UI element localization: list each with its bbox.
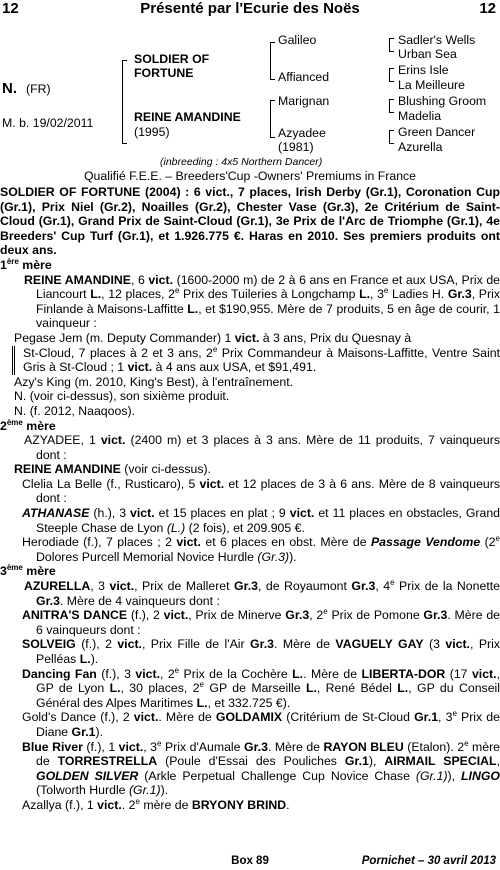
qualification: Qualifié F.E.E. – Breeders'Cup -Owners' Premiums in France [83,169,417,183]
sire-name: SOLDIER OF FORTUNE [134,52,210,80]
dam-dam: Azyadee [278,126,326,140]
first-dam-entry: REINE AMANDINE, 6 vict. (1600-2000 m) de 2 à 6 ans en France et aux USA, Prix de Liancourt L., 12 places, 2e Prix des Tuileries à Longchamp L., 3e Ladies H. Gr.3, Prix Finlande à Maisons-Laffitte L., et $190,955. Mère de 7 produits, 5 en âge de courir, 1 vainqueur : [24,272,500,331]
bracket-ds [389,99,394,113]
sale-place-date: Pornichet – 30 avril 2013 [361,855,496,867]
second-dam-heading: 2ème mère [0,417,56,433]
dam-year: (1995) [134,125,170,139]
horse-birth: M. b. 19/02/2011 [2,116,94,130]
produce-pegase: Pegase Jem (m. Deputy Commander) 1 vict. à 3 ans, Prix du Quesnay à [14,330,412,345]
dam-name: REINE AMANDINE [134,110,241,124]
ssd: Urban Sea [398,47,457,61]
sdd: La Meilleure [398,78,465,92]
bracket-sd [389,68,394,82]
third-dam-entry: AZURELLA, 3 vict., Prix de Malleret Gr.3, de Royaumont Gr.3, 4e Prix de la Nonette Gr.3. Mère de 4 vainqueurs dont : [24,577,500,608]
produce-clelia: Clelia La Belle (f., Rusticaro), 5 vict. et 12 places de 3 à 6 ans. Mère de 8 vainqueurs dont : [22,476,500,506]
sss: Sadler's Wells [398,33,476,47]
sds: Erins Isle [398,63,449,77]
produce-n-2012: N. (f. 2012, Naaqoos). [14,403,135,418]
ddd: Azurella [398,140,443,154]
bracket-sire [270,42,275,80]
produce-anitras-dance: ANITRA'S DANCE (f.), 2 vict., Prix de Minerve Gr.3, 2e Prix de Pomone Gr.3. Mère de 6 vainqueurs dont : [22,607,500,637]
bracket-dam [270,100,275,138]
produce-blue-river: Blue River (f.), 1 vict., 3e Prix d'Aumale Gr.3. Mère de RAYON BLEU (Etalon). 2e mère de TORRESTRELLA (Poule d'Essai des Pouliches Gr.1), AIRMAIL SPECIAL, GOLDEN SILVER (Arkle Perpetual Challenge Cup Novice Chase (Gr.1)), LINGO (Tolworth Hurdle (Gr.1)). [22,738,500,798]
page-title: Présenté par l'Ecurie des Noës [140,0,360,17]
page-header [0,0,500,18]
horse-country: (FR) [26,82,51,96]
dsd: Madelia [398,109,442,123]
box-number: Box 89 [231,855,269,867]
produce-dancing-fan: Dancing Fan (f.), 3 vict., 2e Prix de la Cochère L.. Mère de LIBERTA-DOR (17 vict., GP de Lyon L., 30 places, 2e GP de Marseille L., René Bédel L., GP du Conseil Général des Alpes Maritimes L., et 332.725 €). [22,665,500,710]
second-dam-entry: AZYADEE, 1 vict. (2400 m) et 3 places à 3 ans. Mère de 11 produits, 7 vainqueurs dont : [24,433,500,462]
produce-athanase: ATHANASE (h.), 3 vict. et 15 places en plat ; 9 vict. et 11 places en obstacles, Grand Steeple Chase de Lyon (L.) (2 fois), et 209.905 €. [22,506,500,535]
horse-name: N. [2,80,17,97]
produce-golds-dance: Gold's Dance (f.), 2 vict.. Mère de GOLDAMIX (Critérium de St-Cloud Gr.1, 3e Prix de Diane Gr.1). [22,709,500,739]
produce-solveig: SOLVEIG (f.), 2 vict., Prix Fille de l'Air Gr.3. Mère de VAGUELY GAY (3 vict., Prix Pelléas L.). [22,637,500,666]
bracket-ss [389,38,394,52]
dam-dam-year: (1981) [278,140,314,154]
produce-azys-king: Azy's King (m. 2010, King's Best), à l'entraînement. [14,374,294,389]
inbreeding-note: (inbreeding : 4x5 Northern Dancer) [160,156,323,168]
sire-description: SOLDIER OF FORTUNE (2004) : 6 vict., 7 places, Irish Derby (Gr.1), Coronation Cup (Gr.1), Prix Niel (Gr.2), Noailles (Gr.2), Chester Vase (Gr.3), 2e Critérium de Saint-Cloud (Gr.1), Grand Prix de Saint-Cloud (Gr.1), 3e Prix de l'Arc de Triomphe (Gr.1), 4e Breeders' Cup Turf (Gr.1), et 1.926.775 €. Haras en 2010. Ses premiers produits ont deux ans. [0,185,500,258]
first-dam-heading: 1ère mère [0,256,52,272]
bracket-main [122,60,127,144]
sire-sire: Galileo [278,33,317,47]
produce-reine-amandine: REINE AMANDINE (voir ci-dessus). [14,462,212,477]
dam-sire: Marignan [278,94,330,108]
third-dam-heading: 3ème mère [0,563,56,579]
catalogue-body [0,185,500,813]
dds: Green Dancer [398,125,476,139]
lot-number-right: 12 [479,0,496,17]
bracket-dd [389,130,394,144]
dss: Blushing Groom [398,94,487,108]
sire-dam: Affianced [278,70,330,84]
produce-n: N. (voir ci-dessus), son sixième produit. [14,389,230,404]
produce-herodiade: Herodiade (f.), 7 places ; 2 vict. et 6 places en obst. Mère de Passage Vendome (2e Dolores Purcell Memorial Novice Hurdle (Gr.3)). [22,534,500,564]
produce-pegase-cont: St-Cloud, 7 places à 2 et 3 ans, 2e Prix Commandeur à Maisons-Laffitte, Ventre Saint Gris à St-Cloud ; 1 vict. à 4 ans aux USA, et $91,491. [12,346,500,375]
produce-azallya: Azallya (f.), 1 vict.. 2e mère de BRYONY BRIND. [22,796,290,812]
lot-number-left: 12 [2,0,19,17]
